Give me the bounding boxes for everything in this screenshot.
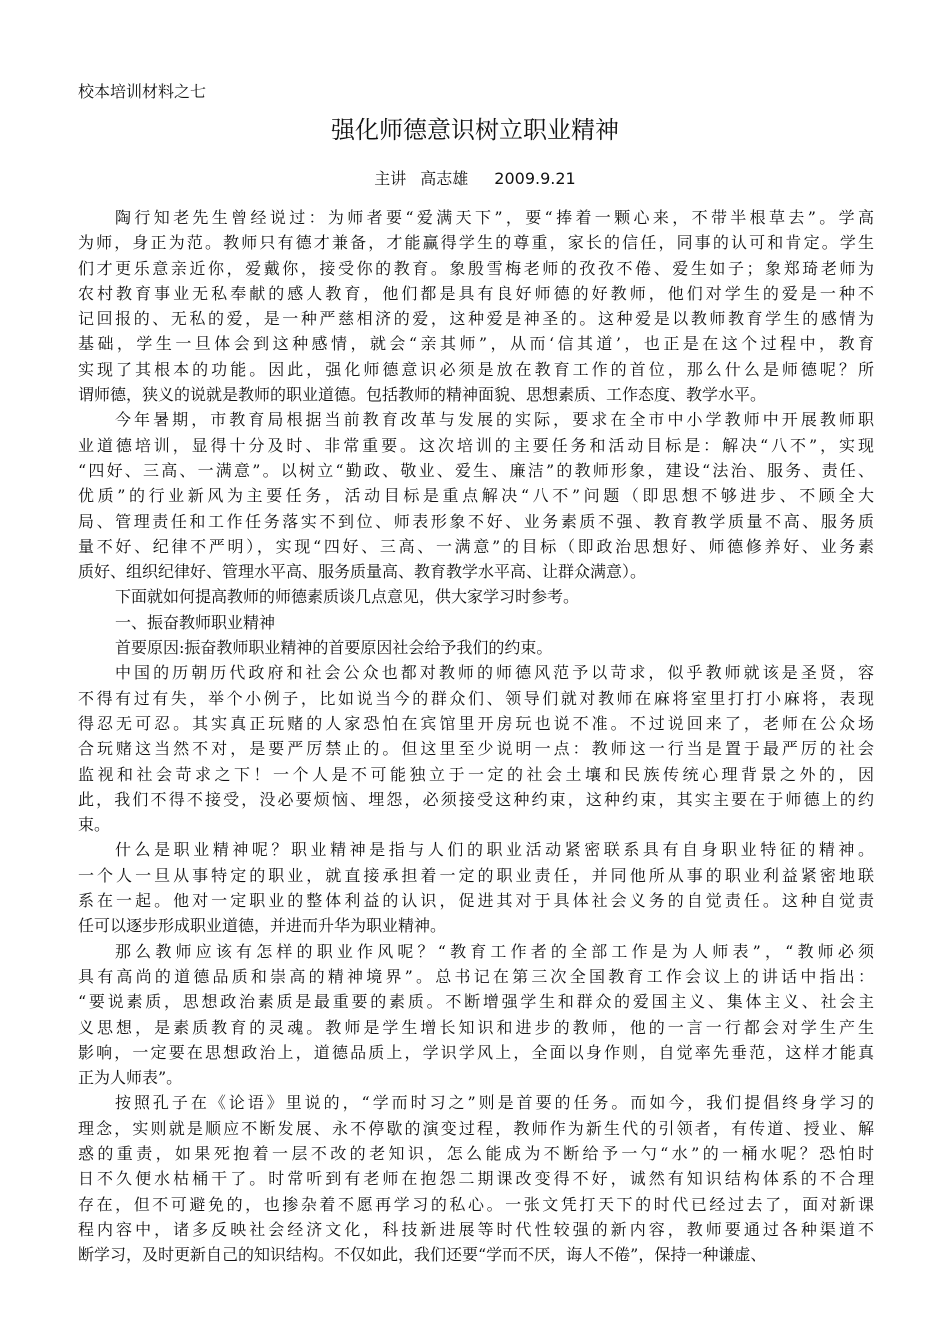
paragraph-line: 首要原因:振奋教师职业精神的首要原因社会给予我们的约束。 (115, 638, 553, 658)
paragraph-line: 存在，但不可避免的，也掺杂着不愿再学习的私心。一张文凭打天下的时代已经过去了，面对新课 (78, 1194, 874, 1214)
paragraph-line: “四好、三高、一满意”。以树立“勤政、敬业、爱生、廉洁”的教师形象，建设“法治、服务、责任、 (78, 460, 874, 480)
paragraph (78, 1090, 874, 1267)
paragraph-line: 下面就如何提高教师的师德素质谈几点意见，供大家学习时参考。 (115, 587, 580, 607)
paragraph-line: 束。 (78, 815, 111, 835)
paragraph-line: 按照孔子在《论语》里说的，“学而时习之”则是首要的任务。而如今，我们提倡终身学习的 (115, 1093, 874, 1113)
paragraph-line: 具有高尚的道德品质和崇高的精神境界”。总书记在第三次全国教育工作会议上的讲话中指出： (78, 966, 874, 986)
paragraph-line: “要说素质，思想政治素质是最重要的素质。不断增强学生和群众的爱国主义、集体主义、社会主 (78, 992, 874, 1012)
paragraph-line: 基础，学生一旦体会到这种感情，就会“亲其师”，从而‘信其道’，也正是在这个过程中，教育 (78, 334, 874, 354)
paragraph (78, 584, 874, 609)
paragraph-line: 此，我们不得不接受，没必要烦恼、埋怨，必须接受这种约束，这种约束，其实主要在于师德上的约 (78, 789, 874, 809)
paragraph-line: 系在一起。他对一定职业的整体利益的认识，促进其对于具体社会义务的自觉责任。这种自觉责 (78, 891, 874, 911)
paragraph (78, 407, 874, 584)
paragraph-line: 今年暑期，市教育局根据当前教育改革与发展的实际，要求在全市中小学教师中开展教师职 (115, 410, 874, 430)
paragraph-line: 中国的历朝历代政府和社会公众也都对教师的师德风范予以苛求，似乎教师就该是圣贤，容 (115, 663, 874, 683)
paragraph-line: 陶行知老先生曾经说过：为师者要“爱满天下”，要“捧着一颗心来，不带半根草去”。学高 (115, 208, 874, 227)
paragraph-line: 合玩赌这当然不对，是要严厉禁止的。但这里至少说明一点：教师这一行当是置于最严厉的社会 (78, 739, 874, 759)
body-text (78, 205, 874, 1267)
paragraph-line: 为师，身正为范。教师只有德才兼备，才能赢得学生的尊重，家长的信任，同事的认可和肯定。学生 (78, 233, 874, 253)
paragraph-line: 监视和社会苛求之下！一个人是不可能独立于一定的社会土壤和民族传统心理背景之外的，因 (78, 764, 874, 784)
paragraph-line: 局、管理责任和工作任务落实不到位、师表形象不好、业务素质不强、教育教学质量不高、服务质 (78, 511, 874, 531)
paragraph-line: 断学习，及时更新自己的知识结构。不仅如此，我们还要“学而不厌，诲人不倦”，保持一种谦虚、 (78, 1245, 767, 1265)
paragraph-line: 程内容中，诸多反映社会经济文化，科技新进展等时代性较强的新内容，教师要通过各种渠道不 (78, 1219, 874, 1239)
byline (0, 167, 950, 191)
document-title: 强化师德意识树立职业精神 (331, 116, 619, 144)
paragraph-line: 义思想，是素质教育的灵魂。教师是学生增长知识和进步的教师，他的一言一行都会对学生产生 (78, 1017, 874, 1037)
paragraph-line: 日不久便水枯桶干了。时常听到有老师在抱怨二期课改变得不好，诚然有知识结构体系的不合理 (78, 1169, 874, 1189)
paragraph-line: 优质”的行业新风为主要任务，活动目标是重点解决“八不”问题（即思想不够进步、不顾全大 (78, 486, 874, 506)
paragraph-line: 得忍无可忍。其实真正玩赌的人家恐怕在宾馆里开房玩也说不准。不过说回来了，老师在公众场 (78, 713, 874, 733)
paragraph (78, 610, 874, 635)
paragraph-line: 实现了其根本的功能。因此，强化师德意识必须是放在教育工作的首位，那么什么是师德呢？所 (78, 359, 874, 379)
paragraph-line: 质好、组织纪律好、管理水平高、服务质量高、教育教学水平高、让群众满意）。 (78, 562, 647, 582)
byline-role: 主讲 (374, 169, 407, 188)
paragraph-line: 什么是职业精神呢？职业精神是指与人们的职业活动紧密联系具有自身职业特征的精神。 (115, 840, 874, 860)
paragraph-line: 那么教师应该有怎样的职业作风呢？“教育工作者的全部工作是为人师表”，“教师必须 (115, 941, 874, 961)
paragraph-line: 量不好、纪律不严明），实现“四好、三高、一满意”的目标（即政治思想好、师德修养好、业务素 (78, 536, 874, 556)
paragraph-line: 一个人一旦从事特定的职业，就直接承担着一定的职业责任，并同他所从事的职业利益紧密地联 (78, 865, 874, 885)
series-label: 校本培训材料之七 (78, 82, 207, 101)
paragraph-line: 理念，实则就是顺应不断发展、永不停歇的演变过程，教师作为新生代的引领者，有传道、授业、解 (78, 1118, 874, 1138)
paragraph-line: 正为人师表”。 (78, 1068, 183, 1088)
paragraph-line: 任可以逐步形成职业道德，并进而升华为职业精神。 (78, 916, 447, 936)
paragraph (78, 939, 874, 1091)
paragraph-line: 记回报的、无私的爱，是一种严慈相济的爱，这种爱是神圣的。这种爱是以教师教育学生的感情为 (78, 309, 874, 329)
paragraph-line: 影响，一定要在思想政治上，道德品质上，学识学风上，全面以身作则，自觉率先垂范，这样才能真 (78, 1042, 874, 1062)
paragraph-line: 们才更乐意亲近你，爱戴你，接受你的教育。象殷雪梅老师的孜孜不倦、爱生如子；象郑琦老师为 (78, 258, 874, 278)
paragraph-line: 惑的重责，如果死抱着一层不改的老知识，怎么能成为不断给予一勺“水”的一桶水呢？恐怕时 (78, 1143, 874, 1163)
paragraph (78, 837, 874, 938)
paragraph-line: 农村教育事业无私奉献的感人教育，他们都是具有良好师德的好教师，他们对学生的爱是一种不 (78, 283, 874, 303)
paragraph-line: 谓师德，狭义的说就是教师的职业道德。包括教师的精神面貌、思想素质、工作态度、教学水平。 (78, 385, 767, 405)
paragraph (78, 205, 874, 407)
byline-date: 2009.9.21 (494, 169, 576, 188)
byline-speaker: 高志雄 (420, 169, 469, 188)
paragraph-line: 业道德培训，显得十分及时、非常重要。这次培训的主要任务和活动目标是：解决“八不”，实现 (78, 435, 874, 455)
paragraph-line: 一、振奋教师职业精神 (115, 612, 276, 632)
paragraph (78, 635, 874, 660)
paragraph-line: 不得有过有失，举个小例子，比如说当今的群众们、领导们就对教师在麻将室里打打小麻将，表现 (78, 688, 874, 708)
paragraph (78, 660, 874, 837)
